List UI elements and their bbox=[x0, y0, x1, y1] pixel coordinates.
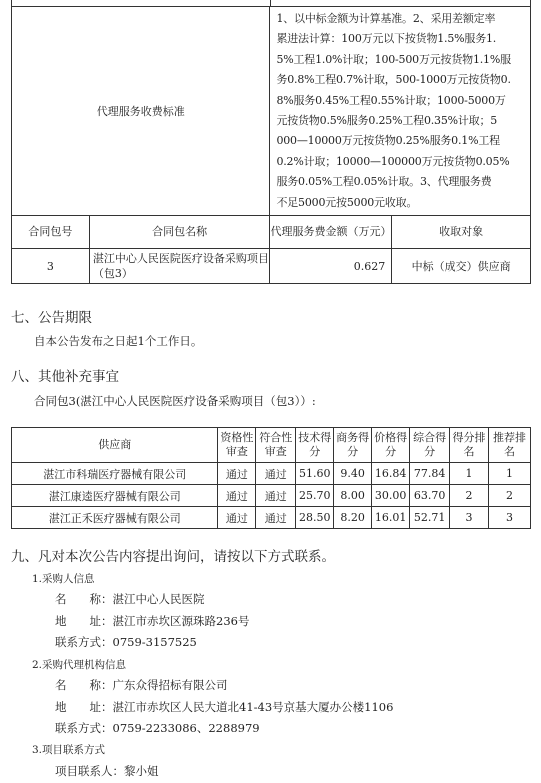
section8-intro: 合同包3(湛江中心人民医院医疗设备采购项目（包3））: bbox=[34, 394, 316, 408]
fee-line: 务0.8%工程0.7%计取，500-1000万元按货物0. bbox=[276, 73, 511, 87]
fee-standard-label: 代理服务收费标准 bbox=[12, 7, 270, 216]
score-rank: 1 bbox=[450, 463, 489, 485]
fee-line: 不足5000元按5000元收取。 bbox=[276, 195, 418, 209]
table-row bbox=[12, 485, 531, 507]
header-target: 收取对象 bbox=[392, 216, 531, 249]
project-contact: 黎小姐 bbox=[124, 764, 159, 778]
recommend-rank: 1 bbox=[489, 463, 531, 485]
fee-line: 1、以中标金额为计算基准。2、采用差额定率 bbox=[276, 12, 496, 25]
agency-address: 湛江市赤坎区人民大道北41-43号京基大厦办公楼1106 bbox=[112, 700, 394, 714]
fee-line: 000—10000万元按货物0.25%服务0.1%工程 bbox=[276, 134, 500, 148]
supplier-name: 湛江市科瑞医疗器械有限公司 bbox=[12, 463, 218, 485]
header-price-score: 价格得分 bbox=[372, 428, 410, 463]
field-label: 地 址： bbox=[55, 614, 113, 628]
package-no: 3 bbox=[12, 249, 90, 284]
field-label: 名 称： bbox=[55, 678, 113, 692]
score-rank: 3 bbox=[450, 507, 489, 529]
fee-line: 5%工程1.0%计取；100-500万元按货物1.1%服 bbox=[276, 52, 511, 66]
buyer-name: 湛江中心人民医院 bbox=[112, 592, 205, 606]
agency-name-row bbox=[55, 677, 228, 693]
table-row bbox=[12, 463, 531, 485]
total-score: 63.70 bbox=[410, 485, 450, 507]
field-label: 地 址： bbox=[55, 700, 113, 714]
fee-line: 服务0.05%工程0.05%计取。3、代理服务费 bbox=[276, 175, 492, 189]
buyer-heading: 1.采购人信息 bbox=[32, 573, 95, 585]
fee-line: 8%服务0.45%工程0.55%计取；1000-5000万 bbox=[276, 93, 506, 107]
section7-title: 七、公告期限 bbox=[11, 310, 92, 326]
supplier-name: 湛江正禾医疗器械有限公司 bbox=[12, 507, 218, 529]
fee-amount: 0.627 bbox=[270, 249, 392, 284]
fee-line: 0.2%计取；10000—100000万元按货物0.05% bbox=[276, 154, 510, 168]
total-score: 52.71 bbox=[410, 507, 450, 529]
header-fee-amount: 代理服务费金额（万元） bbox=[270, 216, 392, 249]
business-score: 8.20 bbox=[334, 507, 372, 529]
agency-heading: 2.采购代理机构信息 bbox=[32, 659, 127, 671]
business-score: 8.00 bbox=[334, 485, 372, 507]
header-compliance: 符合性审查 bbox=[256, 428, 296, 463]
project-contact-row bbox=[55, 763, 159, 779]
buyer-phone: 0759-3157525 bbox=[112, 635, 197, 649]
agency-name: 广东众得招标有限公司 bbox=[112, 678, 228, 692]
section7-text: 自本公告发布之日起1个工作日。 bbox=[34, 334, 203, 348]
total-score: 77.84 bbox=[410, 463, 450, 485]
score-rank: 2 bbox=[450, 485, 489, 507]
section8-title: 八、其他补充事宜 bbox=[11, 369, 119, 385]
header-supplier: 供应商 bbox=[12, 428, 218, 463]
fee-line: 累进法计算：100万元以下按货物1.5%服务1. bbox=[276, 32, 497, 46]
header-tech-score: 技术得分 bbox=[296, 428, 334, 463]
compliance-result: 通过 bbox=[256, 507, 296, 529]
header-business-score: 商务得分 bbox=[334, 428, 372, 463]
header-score-rank: 得分排名 bbox=[450, 428, 489, 463]
business-score: 9.40 bbox=[334, 463, 372, 485]
agency-phone: 0759-2233086、2288979 bbox=[112, 721, 260, 735]
table-row bbox=[12, 507, 531, 529]
field-label: 项目联系人： bbox=[55, 764, 124, 778]
tech-score: 51.60 bbox=[296, 463, 334, 485]
fee-line: 元按货物0.5%服务0.25%工程0.35%计取；5 bbox=[276, 114, 498, 128]
qualification-result: 通过 bbox=[218, 463, 256, 485]
supplier-score-table bbox=[11, 427, 531, 529]
buyer-phone-row bbox=[55, 634, 197, 650]
fee-target: 中标（成交）供应商 bbox=[392, 249, 531, 284]
header-qualification: 资格性审查 bbox=[218, 428, 256, 463]
supplier-name: 湛江康逵医疗器械有限公司 bbox=[12, 485, 218, 507]
header-package-name: 合同包名称 bbox=[89, 216, 270, 249]
compliance-result: 通过 bbox=[256, 463, 296, 485]
price-score: 30.00 bbox=[372, 485, 410, 507]
buyer-address: 湛江市赤坎区源珠路236号 bbox=[112, 614, 250, 628]
buyer-name-row bbox=[55, 591, 205, 607]
agency-phone-row bbox=[55, 720, 260, 736]
header-recommend-rank: 推荐排名 bbox=[489, 428, 531, 463]
fee-standard-table bbox=[11, 6, 531, 284]
fee-standard-text bbox=[270, 7, 531, 216]
header-package-no: 合同包号 bbox=[12, 216, 90, 249]
agency-address-row bbox=[55, 699, 393, 715]
tech-score: 28.50 bbox=[296, 507, 334, 529]
price-score: 16.01 bbox=[372, 507, 410, 529]
field-label: 联系方式： bbox=[55, 721, 113, 735]
recommend-rank: 3 bbox=[489, 507, 531, 529]
tech-score: 25.70 bbox=[296, 485, 334, 507]
field-label: 联系方式： bbox=[55, 635, 113, 649]
project-heading: 3.项目联系方式 bbox=[32, 744, 106, 756]
header-total-score: 综合得分 bbox=[410, 428, 450, 463]
compliance-result: 通过 bbox=[256, 485, 296, 507]
section9-title: 九、凡对本次公告内容提出询问，请按以下方式联系。 bbox=[11, 549, 335, 565]
package-name: 湛江中心人民医院医疗设备采购项目（包3） bbox=[89, 249, 270, 284]
buyer-address-row bbox=[55, 613, 249, 629]
recommend-rank: 2 bbox=[489, 485, 531, 507]
price-score: 16.84 bbox=[372, 463, 410, 485]
qualification-result: 通过 bbox=[218, 485, 256, 507]
qualification-result: 通过 bbox=[218, 507, 256, 529]
field-label: 名 称： bbox=[55, 592, 113, 606]
